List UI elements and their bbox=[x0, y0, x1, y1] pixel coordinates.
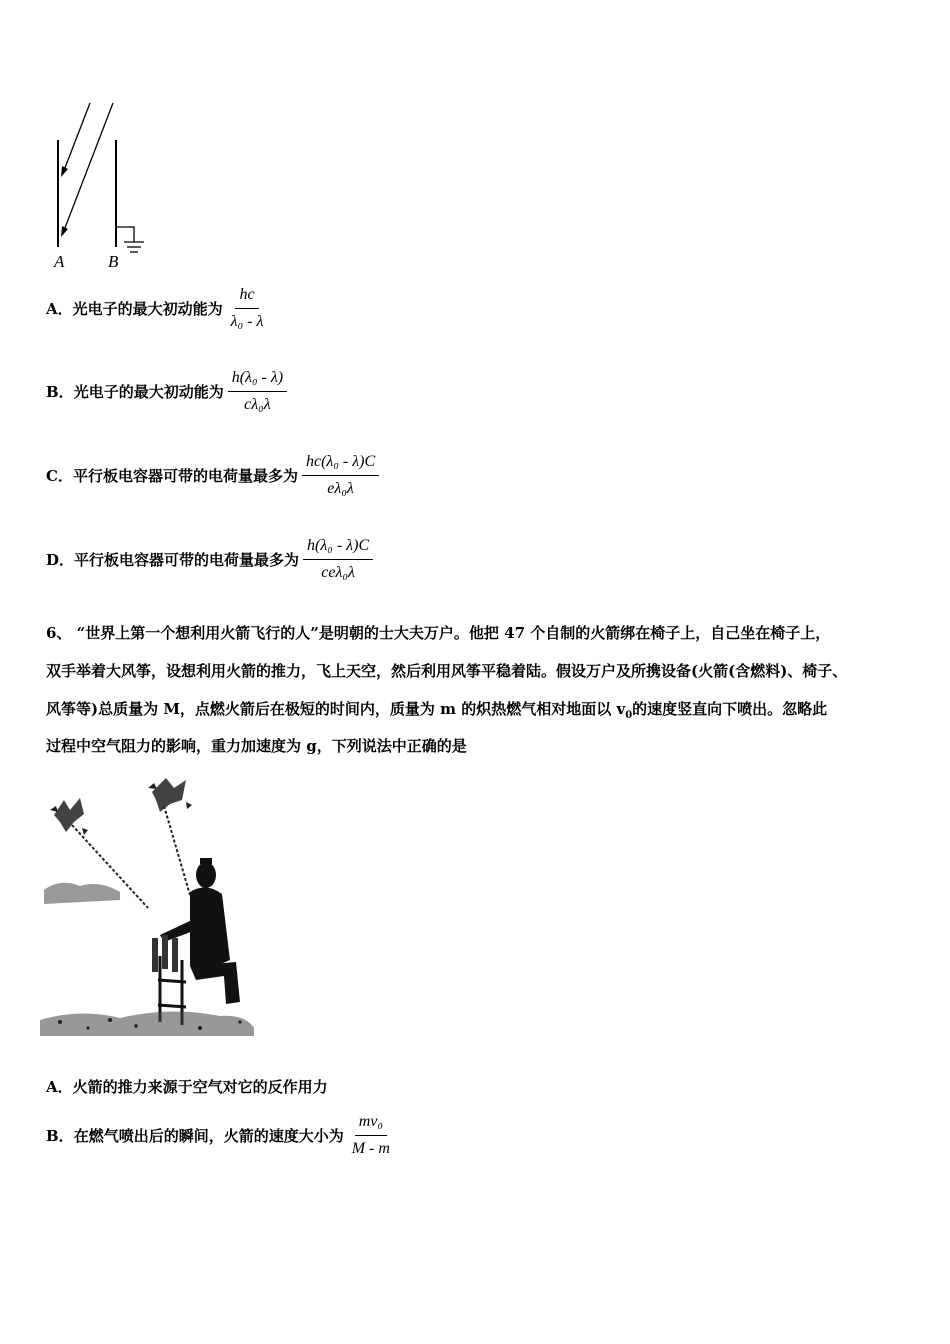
option-text: 平行板电容器可带的电荷量最多为 bbox=[72, 467, 298, 485]
option-6a[interactable] bbox=[46, 1076, 328, 1097]
photoelectric-diagram bbox=[40, 95, 170, 275]
option-text: 火箭的推力来源于空气对它的反作用力 bbox=[72, 1078, 328, 1096]
option-letter: B． bbox=[46, 1127, 74, 1145]
question-6-line-2: 双手举着大风筝，设想利用火箭的推力，飞上天空，然后利用风筝平稳着陆。假设万户及所携设备(火箭(含燃料)、椅子、 bbox=[46, 662, 848, 680]
option-letter: C． bbox=[46, 467, 73, 485]
option-5c[interactable] bbox=[46, 452, 379, 499]
label-b: B bbox=[108, 252, 119, 271]
formula-denominator: λ₀ - λ bbox=[230, 313, 264, 330]
option-5a[interactable] bbox=[46, 285, 267, 332]
kite-string-right bbox=[164, 806, 190, 895]
formula-numerator: h(λ₀ - λ)C bbox=[303, 536, 373, 560]
ground-wire bbox=[116, 227, 134, 242]
formula-fraction bbox=[348, 1112, 394, 1159]
formula-numerator: hc bbox=[235, 285, 258, 309]
question-6-line-1: 6、 “世界上第一个想利用火箭飞行的人”是明朝的士大夫万户。他把 47 个自制的火箭绑在椅子上，自己坐在椅子上， bbox=[46, 624, 831, 642]
hills bbox=[44, 883, 120, 904]
option-text: 平行板电容器可带的电荷量最多为 bbox=[74, 551, 300, 569]
formula-fraction bbox=[302, 452, 379, 499]
arrow-head-2 bbox=[61, 226, 68, 237]
label-a: A bbox=[54, 252, 65, 271]
formula-denominator: cλ₀λ bbox=[244, 396, 271, 413]
formula-fraction bbox=[228, 368, 287, 415]
kite-left-icon bbox=[50, 798, 88, 835]
formula-numerator: hc(λ₀ - λ)C bbox=[302, 452, 379, 476]
formula-fraction bbox=[227, 285, 268, 332]
option-text: 光电子的最大初动能为 bbox=[73, 383, 224, 401]
light-ray-2 bbox=[63, 103, 113, 233]
option-text: 光电子的最大初动能为 bbox=[72, 300, 223, 318]
option-letter: D． bbox=[46, 551, 75, 569]
question-6-line-4: 过程中空气阻力的影响，重力加速度为 g，下列说法中正确的是 bbox=[46, 737, 467, 755]
rockets bbox=[152, 935, 178, 972]
formula-denominator: ceλ₀λ bbox=[321, 564, 355, 581]
ground bbox=[40, 1011, 254, 1036]
formula-denominator: eλ₀λ bbox=[327, 480, 354, 497]
formula-fraction bbox=[303, 536, 373, 583]
option-letter: A． bbox=[46, 300, 73, 318]
formula-denominator: M - m bbox=[351, 1140, 390, 1157]
light-ray-1 bbox=[63, 103, 90, 173]
kite-right-icon bbox=[148, 778, 192, 812]
option-5b[interactable] bbox=[46, 368, 287, 415]
option-letter: A． bbox=[46, 1078, 73, 1096]
arrow-head-1 bbox=[61, 166, 68, 177]
option-5d[interactable] bbox=[46, 536, 373, 583]
question-6-line-3: 风筝等)总质量为 M，点燃火箭后在极短的时间内，质量为 m 的炽热燃气相对地面以 $v_0$的速度竖直向下喷出。忽略此 bbox=[46, 700, 828, 721]
wanhu-illustration bbox=[40, 770, 260, 1040]
option-6b[interactable] bbox=[46, 1112, 394, 1159]
formula-numerator: mv₀ bbox=[355, 1112, 387, 1136]
formula-numerator: h(λ₀ - λ) bbox=[228, 368, 287, 392]
option-letter: B． bbox=[46, 383, 74, 401]
option-text: 在燃气喷出后的瞬间，火箭的速度大小为 bbox=[73, 1127, 344, 1145]
